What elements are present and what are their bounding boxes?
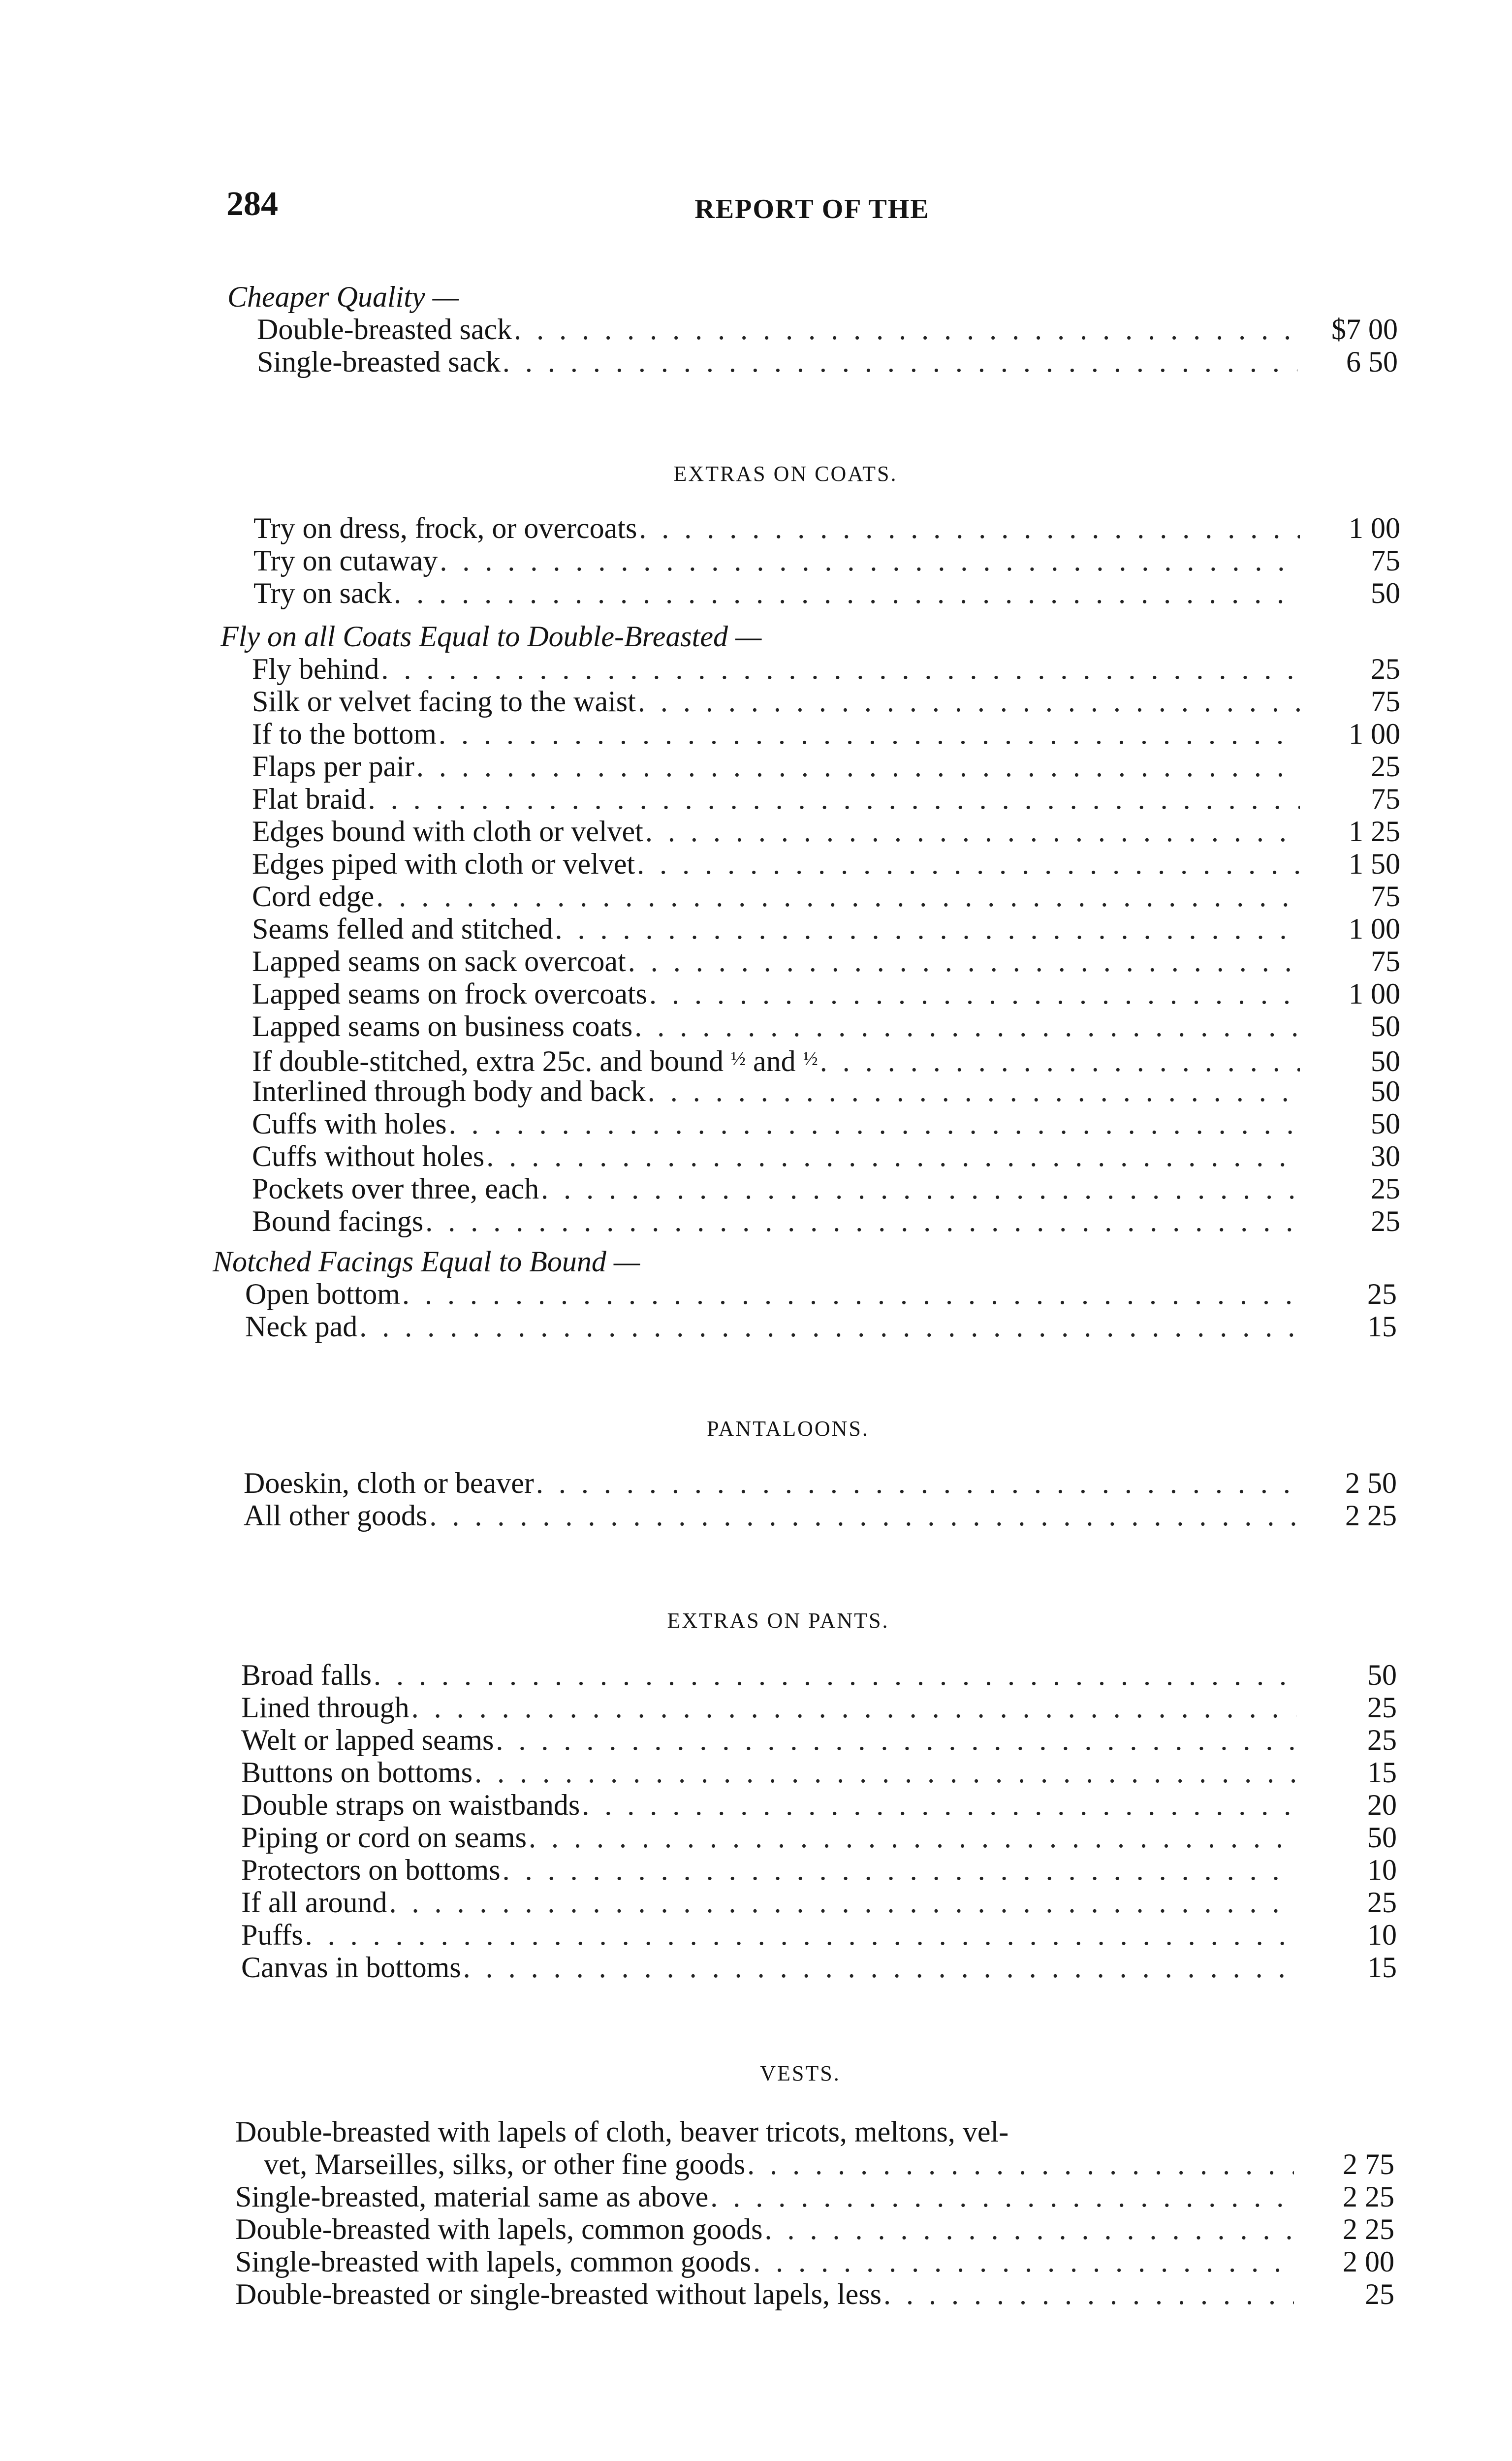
section-subhead: Notched Facings Equal to Bound — <box>213 1245 640 1278</box>
item-label: Flat braid <box>252 783 366 815</box>
price-line <box>241 1919 1397 1951</box>
item-label: Try on sack <box>253 577 392 609</box>
item-label: Cord edge <box>252 880 375 913</box>
item-label: Protectors on bottoms <box>241 1854 501 1886</box>
item-price: 75 <box>1371 880 1400 913</box>
dot-leader <box>449 1107 1300 1140</box>
dot-leader <box>394 577 1300 609</box>
item-label: Doeskin, cloth or beaver <box>244 1467 534 1499</box>
item-price: 10 <box>1367 1854 1397 1886</box>
dot-leader <box>628 945 1300 978</box>
dot-leader <box>883 2278 1294 2310</box>
dot-leader <box>747 2148 1294 2180</box>
price-line <box>241 1951 1397 1984</box>
dot-leader <box>634 1010 1300 1042</box>
item-label: Single-breasted with lapels, common goods <box>235 2245 752 2278</box>
item-price: 2 75 <box>1343 2148 1394 2180</box>
dot-leader <box>503 1854 1296 1886</box>
price-line <box>252 815 1400 848</box>
item-label: Cuffs without holes <box>252 1140 485 1172</box>
dot-leader <box>753 2245 1294 2278</box>
dot-leader <box>710 2180 1294 2213</box>
extras-on-pants-section <box>0 1605 1512 1984</box>
price-line <box>252 1075 1400 1107</box>
item-price: 75 <box>1371 544 1400 577</box>
dot-leader <box>496 1724 1296 1756</box>
item-label: Bound facings <box>252 1205 424 1237</box>
dot-leader <box>389 1886 1296 1919</box>
price-line <box>241 1789 1397 1821</box>
item-price: 50 <box>1371 577 1400 609</box>
dot-leader <box>541 1172 1300 1205</box>
dot-leader <box>645 815 1300 848</box>
price-line <box>252 1107 1400 1140</box>
price-line <box>241 1886 1397 1919</box>
item-label: Lined through <box>241 1691 410 1724</box>
dot-leader <box>514 313 1297 346</box>
item-price: 50 <box>1371 1010 1400 1042</box>
item-price: 25 <box>1371 1172 1400 1205</box>
section-subhead: Cheaper Quality — <box>227 281 459 313</box>
price-line <box>252 750 1400 783</box>
item-label: Double-breasted with lapels, common goods <box>235 2213 763 2245</box>
dot-leader <box>425 1205 1300 1237</box>
item-price: 25 <box>1371 1205 1400 1237</box>
item-label: Single-breasted sack <box>257 346 501 378</box>
item-price: 50 <box>1371 1075 1400 1107</box>
price-line <box>235 2180 1394 2213</box>
item-price: 50 <box>1367 1659 1397 1691</box>
dot-leader <box>638 685 1300 718</box>
dot-leader <box>411 1691 1296 1724</box>
running-title: REPORT OF THE <box>694 194 930 224</box>
dot-leader <box>305 1919 1296 1951</box>
price-line <box>241 1659 1397 1691</box>
extras-on-coats-section <box>0 458 1512 609</box>
item-label: Fly behind <box>252 653 379 685</box>
dot-leader <box>764 2213 1294 2245</box>
item-price: 2 25 <box>1345 1499 1397 1532</box>
item-label: Lapped seams on business coats <box>252 1010 633 1042</box>
cheaper-quality-section <box>0 281 1512 378</box>
fly-on-coats-section <box>0 620 1512 1237</box>
price-line <box>244 1467 1397 1499</box>
price-line <box>244 1499 1397 1532</box>
dot-leader <box>529 1821 1296 1854</box>
price-line <box>252 718 1400 750</box>
item-label: Try on dress, frock, or overcoats <box>253 512 637 544</box>
dot-leader <box>536 1467 1296 1499</box>
item-price: 25 <box>1365 2278 1394 2310</box>
item-price: 25 <box>1371 750 1400 783</box>
item-price: 10 <box>1367 1919 1397 1951</box>
item-label: Edges piped with cloth or velvet <box>252 848 635 880</box>
item-price: 2 00 <box>1343 2245 1394 2278</box>
item-price: 15 <box>1367 1756 1397 1789</box>
item-label: Edges bound with cloth or velvet <box>252 815 643 848</box>
dot-leader <box>359 1310 1296 1343</box>
price-line <box>257 346 1398 378</box>
page-number: 284 <box>226 185 278 223</box>
item-label: Neck pad <box>245 1310 358 1343</box>
item-price: 75 <box>1371 783 1400 815</box>
item-price: 20 <box>1367 1789 1397 1821</box>
price-line <box>252 1205 1400 1237</box>
item-label: Open bottom <box>245 1278 400 1310</box>
price-line <box>241 1854 1397 1886</box>
item-label: Puffs <box>241 1919 303 1951</box>
item-label: Pockets over three, each <box>252 1172 539 1205</box>
fraction: ½ <box>803 1047 818 1070</box>
item-price: 1 00 <box>1349 512 1400 544</box>
price-line <box>241 1821 1397 1854</box>
vests-section <box>0 2057 1512 2310</box>
item-price: 15 <box>1367 1310 1397 1343</box>
item-price: 1 25 <box>1349 815 1400 848</box>
item-label: If to the bottom <box>252 718 437 750</box>
price-line <box>252 783 1400 815</box>
item-label: Single-breasted, material same as above <box>235 2180 709 2213</box>
dot-leader <box>374 1659 1296 1691</box>
dot-leader <box>486 1140 1300 1172</box>
item-price: 25 <box>1367 1691 1397 1724</box>
notched-facings-section <box>0 1245 1512 1343</box>
item-label-text: If double-stitched, extra 25c. and bound <box>252 1045 724 1077</box>
price-line <box>257 313 1398 346</box>
item-label: Broad falls <box>241 1659 372 1691</box>
item-label: Welt or lapped seams <box>241 1724 494 1756</box>
dot-leader <box>555 913 1300 945</box>
fraction: ½ <box>731 1047 746 1070</box>
page-header <box>226 185 1398 239</box>
item-label: Double-breasted sack <box>257 313 512 346</box>
dot-leader <box>429 1499 1296 1532</box>
dot-leader <box>381 653 1300 685</box>
price-line <box>253 512 1400 544</box>
item-price: 50 <box>1371 1045 1400 1077</box>
price-line <box>241 1756 1397 1789</box>
item-price: 1 00 <box>1349 718 1400 750</box>
item-label: Lapped seams on frock overcoats <box>252 978 648 1010</box>
item-price: 1 00 <box>1349 913 1400 945</box>
price-line <box>252 913 1400 945</box>
price-line <box>241 1691 1397 1724</box>
pantaloons-section <box>0 1413 1512 1532</box>
item-label <box>252 1042 818 1077</box>
item-price: $7 00 <box>1331 313 1398 346</box>
item-label: Flaps per pair <box>252 750 414 783</box>
section-heading: EXTRAS ON COATS. <box>673 462 898 486</box>
dot-leader <box>820 1045 1300 1077</box>
dot-leader <box>376 880 1300 913</box>
price-line <box>235 2278 1394 2310</box>
item-price: 25 <box>1367 1724 1397 1756</box>
dot-leader <box>368 783 1300 815</box>
price-line <box>252 880 1400 913</box>
dot-leader <box>639 512 1300 544</box>
dot-leader <box>474 1756 1296 1789</box>
item-price: 50 <box>1367 1821 1397 1854</box>
section-heading: VESTS. <box>760 2061 841 2085</box>
price-line <box>253 577 1400 609</box>
dot-leader <box>503 346 1297 378</box>
item-label: Canvas in bottoms <box>241 1951 461 1984</box>
price-line <box>252 945 1400 978</box>
dot-leader <box>648 1075 1300 1107</box>
item-price: 25 <box>1371 653 1400 685</box>
item-price: 25 <box>1367 1278 1397 1310</box>
price-line <box>235 2148 1394 2180</box>
section-heading: EXTRAS ON PANTS. <box>667 1609 889 1633</box>
item-price: 30 <box>1371 1140 1400 1172</box>
dot-leader <box>463 1951 1296 1984</box>
item-price: 75 <box>1371 685 1400 718</box>
price-line <box>252 1010 1400 1042</box>
price-line <box>252 685 1400 718</box>
price-line <box>235 2245 1394 2278</box>
dot-leader <box>582 1789 1296 1821</box>
price-line <box>252 978 1400 1010</box>
price-line <box>245 1278 1397 1310</box>
dot-leader <box>637 848 1300 880</box>
price-line <box>252 848 1400 880</box>
item-label: If all around <box>241 1886 387 1919</box>
price-line <box>253 544 1400 577</box>
conjunction: and <box>753 1045 796 1077</box>
price-line <box>252 1042 1400 1075</box>
dot-leader <box>439 718 1300 750</box>
dot-leader <box>416 750 1300 783</box>
item-label: All other goods <box>244 1499 428 1532</box>
item-label: Interlined through body and back <box>252 1075 646 1107</box>
item-price: 2 50 <box>1345 1467 1397 1499</box>
item-price: 2 25 <box>1343 2180 1394 2213</box>
item-label: Double straps on waistbands <box>241 1789 580 1821</box>
item-price: 50 <box>1371 1107 1400 1140</box>
item-price: 25 <box>1367 1886 1397 1919</box>
item-label: Piping or cord on seams <box>241 1821 527 1854</box>
item-price: 1 50 <box>1349 848 1400 880</box>
item-label: vet, Marseilles, silks, or other fine goods <box>264 2148 746 2180</box>
section-heading: PANTALOONS. <box>707 1417 869 1441</box>
item-price: 75 <box>1371 945 1400 978</box>
item-price: 6 50 <box>1346 346 1398 378</box>
item-price: 2 25 <box>1343 2213 1394 2245</box>
item-label: Cuffs with holes <box>252 1107 447 1140</box>
price-line <box>241 1724 1397 1756</box>
section-subhead: Fly on all Coats Equal to Double-Breasted — <box>220 620 762 653</box>
dot-leader <box>402 1278 1296 1310</box>
price-line <box>252 1172 1400 1205</box>
price-line <box>252 1140 1400 1172</box>
item-label: Seams felled and stitched <box>252 913 553 945</box>
item-label: Lapped seams on sack overcoat <box>252 945 626 978</box>
item-label: Silk or velvet facing to the waist <box>252 685 636 718</box>
item-label: Try on cutaway <box>253 544 438 577</box>
item-label-wrapped: Double-breasted with lapels of cloth, beaver tricots, meltons, vel- <box>235 2115 1009 2148</box>
item-price: 15 <box>1367 1951 1397 1984</box>
item-label: Double-breasted or single-breasted without lapels, less <box>235 2278 882 2310</box>
price-line <box>245 1310 1397 1343</box>
price-line <box>252 653 1400 685</box>
item-price: 1 00 <box>1349 978 1400 1010</box>
item-label: Buttons on bottoms <box>241 1756 473 1789</box>
dot-leader <box>649 978 1300 1010</box>
dot-leader <box>440 544 1300 577</box>
price-line <box>235 2213 1394 2245</box>
